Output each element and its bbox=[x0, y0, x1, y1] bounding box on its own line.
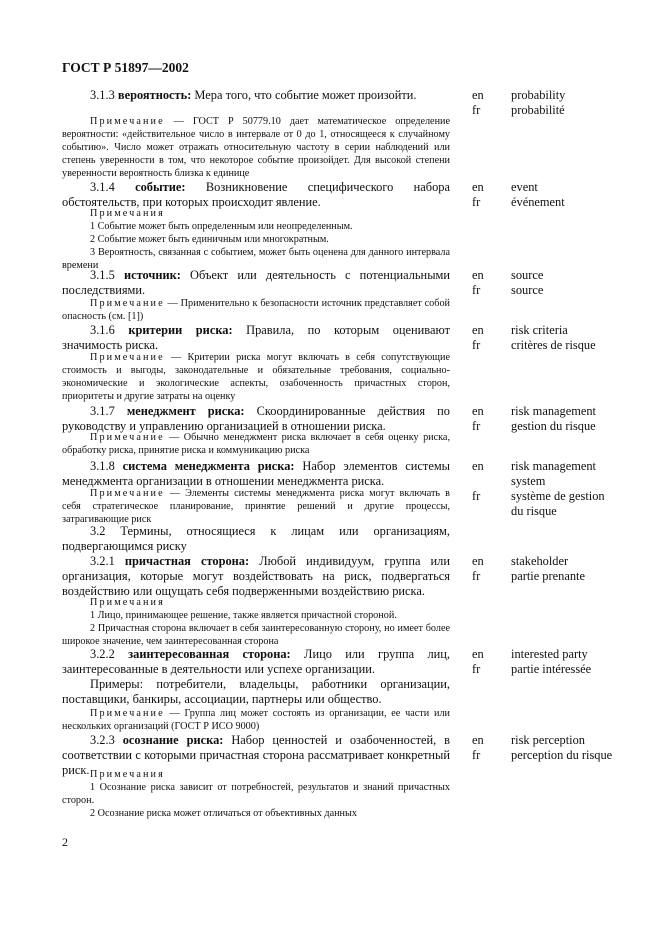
foreign-equivalents: source source bbox=[511, 268, 544, 297]
term-name: заинтересованная сторона: bbox=[128, 647, 291, 661]
lang-codes: en fr bbox=[472, 647, 484, 676]
term-definition: Скоординированные действия по руководству и управлению организацией в отношении риска. bbox=[62, 404, 451, 433]
notes-label: Примечания bbox=[90, 597, 165, 608]
notes-label: Примечания bbox=[90, 769, 165, 780]
term-note: Примечание — Группа лиц может состоять из организации, ее части или нескольких организаций (ГОСТ Р ИСО 9000) bbox=[62, 708, 450, 732]
lang-codes: en fr bbox=[472, 404, 484, 433]
foreign-equivalents: risk criteria critères de risque bbox=[511, 323, 596, 352]
term-note: 2 Причастная сторона включает в себя заинтересованную сторону, но имеет более широкое значение, чем заинтересованная сторона bbox=[62, 623, 450, 647]
term-3-1-6 bbox=[62, 323, 450, 353]
term-3-1-5 bbox=[62, 268, 450, 298]
term-note: Примечание — Обычно менеджмент риска включает в себя оценку риска, обработку риска, принятие риска и коммуникацию риска bbox=[62, 432, 450, 456]
term-definition: Возникновение специфического набора обстоятельств, при которых происходит явление. bbox=[62, 180, 450, 209]
term-number: 3.1.7 bbox=[90, 404, 115, 418]
term-name: менеджмент риска: bbox=[126, 404, 245, 418]
term-examples: Примеры: потребители, владельцы, работники организации, поставщики, банкиры, ассоциации, партнеры или общество. bbox=[62, 677, 450, 706]
term-definition: Объект или деятельность с потенциальными последствиями. bbox=[62, 268, 450, 297]
term-name: осознание риска: bbox=[122, 733, 224, 747]
term-name: вероятность: bbox=[117, 88, 192, 102]
term-number: 3.1.3 bbox=[90, 88, 115, 102]
term-number: 3.1.5 bbox=[90, 268, 115, 282]
term-number: 3.2.1 bbox=[90, 554, 115, 568]
term-name: критерии риска: bbox=[128, 323, 233, 337]
term-3-1-7 bbox=[62, 404, 450, 434]
term-name: источник: bbox=[123, 268, 181, 282]
term-number: 3.1.4 bbox=[90, 180, 115, 194]
term-note: Примечание — Критерии риска могут включать в себя сопутствующие стоимость и выгоды, законодательные и обязательные требования, социально-экономические и экологические аспекты, озабоченность причастных сторон, приоритеты и другие затраты на оценку bbox=[62, 352, 450, 402]
lang-codes: en fr bbox=[472, 268, 484, 297]
term-3-1-8 bbox=[62, 459, 450, 489]
foreign-equivalent-en: risk management system bbox=[511, 459, 596, 488]
lang-codes: en fr bbox=[472, 554, 484, 583]
term-note: 2 Событие может быть единичным или многократным. bbox=[90, 234, 329, 245]
term-number: 3.2.2 bbox=[90, 647, 115, 661]
term-3-2-1 bbox=[62, 554, 450, 599]
term-definition: Любой индивидуум, группа или организация, которые могут воздействовать на риск, подвергаться воздействию или ощущать себя подверженными воздействию риска. bbox=[62, 554, 450, 598]
foreign-equivalents: stakeholder partie prenante bbox=[511, 554, 585, 583]
term-3-2-2 bbox=[62, 647, 450, 677]
lang-code-fr: fr bbox=[472, 489, 481, 503]
term-note: Примечание — Элементы системы менеджмента риска могут включать в себя стратегическое планирование, принятие решений и другие процессы, затрагивающие риск bbox=[62, 488, 450, 525]
term-definition: Набор ценностей и озабоченностей, в соответствии с которыми причастная сторона рассматривает конкретный риск. bbox=[62, 733, 450, 777]
foreign-equivalents: interested party partie intéressée bbox=[511, 647, 592, 676]
notes-label: Примечания bbox=[90, 208, 165, 219]
term-number: 3.1.8 bbox=[90, 459, 115, 473]
term-note: 1 Событие может быть определенным или неопределенным. bbox=[90, 221, 353, 232]
term-name: система менеджмента риска: bbox=[122, 459, 295, 473]
term-3-1-3 bbox=[62, 88, 450, 103]
term-number: 3.2.3 bbox=[90, 733, 115, 747]
term-definition: Мера того, что событие может произойти. bbox=[191, 88, 417, 102]
lang-codes: en fr bbox=[472, 180, 484, 209]
foreign-equivalent-fr: système de gestion du risque bbox=[511, 489, 605, 518]
section-3-2-heading: 3.2 Термины, относящиеся к лицам или организациям, подвергающимся риску bbox=[62, 524, 450, 553]
term-definition: Правила, по которым оценивают значимость риска. bbox=[62, 323, 450, 352]
term-note: Примечание — ГОСТ Р 50779.10 дает математическое определение вероятности: «действительное число в интервале от 0 до 1, относящееся к случайному событию». Число может отражать относительную частоту в серии наблюдений или степень уверенности в том, что некоторое событие произойдет. Для высокой степени уверенности вероятность близка к единице bbox=[62, 116, 450, 179]
term-name: событие: bbox=[135, 180, 186, 194]
term-note: Примечание — Применительно к безопасности источник представляет собой опасность (см. [1]) bbox=[62, 298, 450, 322]
lang-code-en: en bbox=[472, 459, 484, 473]
term-note: 1 Лицо, принимающее решение, также является причастной стороной. bbox=[90, 610, 397, 621]
lang-codes: en fr bbox=[472, 323, 484, 352]
term-number: 3.1.6 bbox=[90, 323, 115, 337]
foreign-equivalents: risk management gestion du risque bbox=[511, 404, 596, 433]
foreign-equivalents: event événement bbox=[511, 180, 565, 209]
lang-codes: en fr bbox=[472, 733, 484, 762]
term-note: 3 Вероятность, связанная с событием, может быть оценена для данного интервала времени bbox=[62, 247, 450, 271]
lang-codes: en fr bbox=[472, 88, 484, 117]
term-name: причастная сторона: bbox=[124, 554, 250, 568]
document-header: ГОСТ Р 51897—2002 bbox=[62, 60, 189, 75]
foreign-equivalents: risk perception perception du risque bbox=[511, 733, 613, 762]
page-number: 2 bbox=[62, 835, 68, 849]
term-3-1-4 bbox=[62, 180, 450, 210]
term-definition: Набор элементов системы менеджмента организации в отношении менеджмента риска. bbox=[62, 459, 450, 488]
term-definition: Лицо или группа лиц, заинтересованные в деятельности или успехе организации. bbox=[62, 647, 450, 676]
term-note: 1 Осознание риска зависит от потребностей, результатов и знаний причастных сторон. bbox=[62, 782, 450, 806]
foreign-equivalents: probability probabilité bbox=[511, 88, 566, 117]
term-note: 2 Осознание риска может отличаться от объективных данных bbox=[90, 808, 357, 819]
